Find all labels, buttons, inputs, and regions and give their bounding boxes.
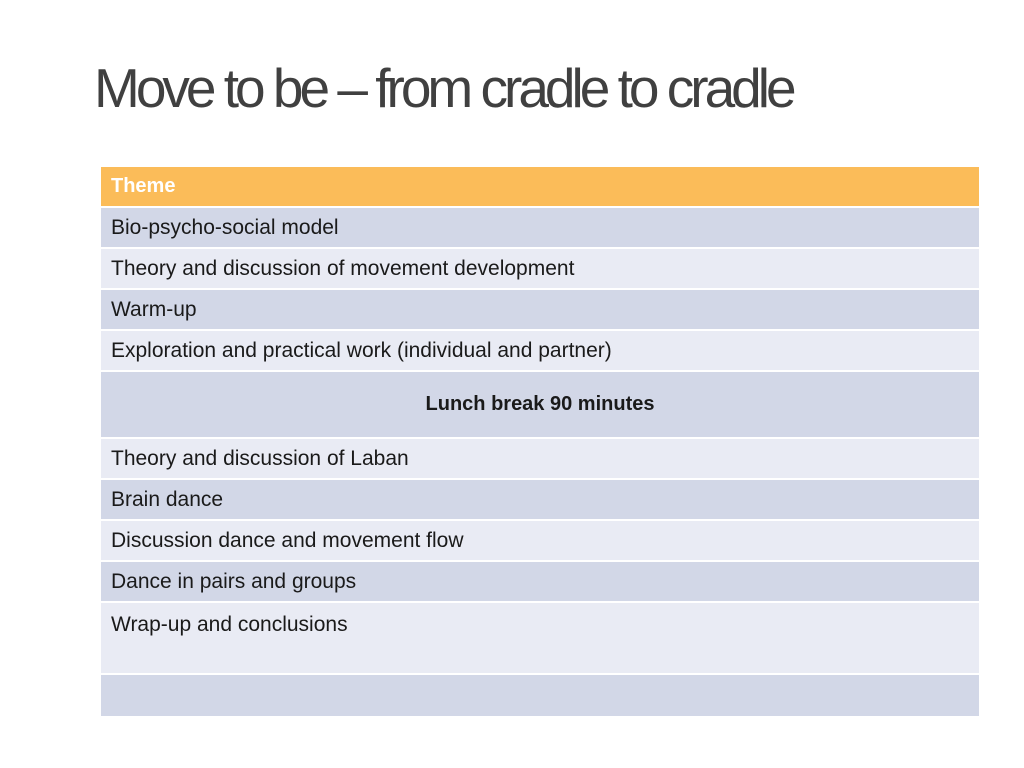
table-row: Warm-up bbox=[101, 290, 979, 331]
table-row: Dance in pairs and groups bbox=[101, 562, 979, 603]
theme-table bbox=[101, 167, 979, 721]
table-row: Theory and discussion of movement development bbox=[101, 249, 979, 290]
table-row: Wrap-up and conclusions bbox=[101, 603, 979, 675]
table-row: Bio-psycho-social model bbox=[101, 208, 979, 249]
table-row-empty bbox=[101, 675, 979, 716]
table-row: Theory and discussion of Laban bbox=[101, 439, 979, 480]
lunch-break-row: Lunch break 90 minutes bbox=[101, 372, 979, 439]
table-row: Exploration and practical work (individual and partner) bbox=[101, 331, 979, 372]
table-row: Brain dance bbox=[101, 480, 979, 521]
table-header: Theme bbox=[101, 167, 979, 208]
slide-title: Move to be – from cradle to cradle bbox=[94, 57, 793, 119]
table-row: Discussion dance and movement flow bbox=[101, 521, 979, 562]
